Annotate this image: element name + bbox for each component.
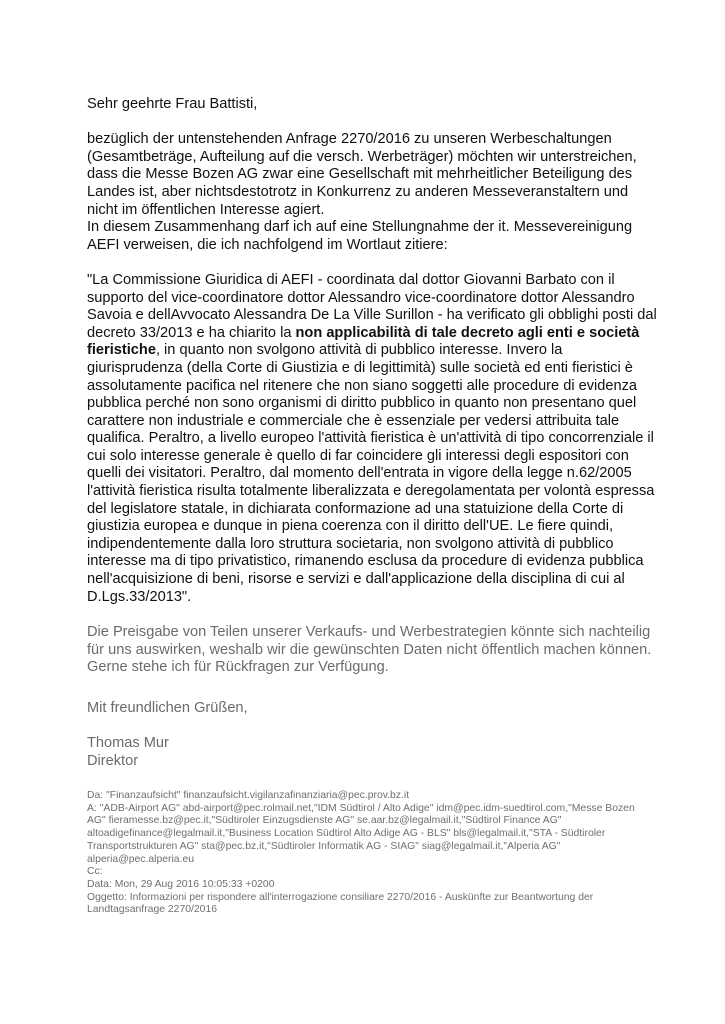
paragraph-request: bezüglich der untenstehenden Anfrage 2270/2016 zu unseren Werbeschaltungen (Gesamtbeträge, Aufteilung auf die versch. Werbeträger) möchten wir unterstreichen, dass die Messe Bozen AG zwar eine Gesellschaft mit mehrheitlicher Beteiligung des Landes ist, aber nichtsdestotrotz in Konkurrenz zu anderen Messeveranstaltern und nicht im öffentlichen Interesse agiert. bbox=[87, 131, 637, 218]
forwarded-email-header bbox=[87, 790, 647, 917]
signature-name: Thomas Mur bbox=[87, 735, 169, 752]
paragraph-aefi-reference: In diesem Zusammenhang darf ich auf eine Stellungnahme der it. Messevereinigung AEFI verweisen, die ich nachfolgend im Wortlaut zitiere: bbox=[87, 219, 633, 253]
quote-text-end: , in quanto non svolgono attività di pubblico interesse. Invero la giurisprudenza (della Corte di Giustizia e di legittimità) sulle società ed enti fieristici è assolutamente pacifica nel ritenere che non siano soggetti alle procedure di evidenza pubblica perché non sono organismi di diritto pubblico in quanto non presentano quel carattere non industriale e commerciale che è essenziale per vedersi attribuita tale qualifica. Peraltro, a livello europeo l'attività fieristica è un'attività di tipo concorrenziale il cui solo interesse generale è quello di far coincidere gli interessi degli espositori con quelli dei visitatori. Peraltro, dal momento dell'entrata in vigore della legge n.62/2005 l'attività fieristica risulta totalmente liberalizzata e deregolamentata per volontà espressa del legislatore statale, in dichiarata conformazione ad una statuizione della Corte di giustizia europea e dunque in piena coerenza con il diritto dell'UE. Le fiere quindi, indipendentemente dalla loro struttura societaria, non svolgono attività di pubblico interesse ma di tipo privatistico, rimanendo esclusa da procedure di evidenza pubblica nell'acquisizione di beni, risorse e servizi e dall'applicazione della disciplina di cui al D.Lgs.33/2013". bbox=[87, 342, 655, 605]
aefi-quote bbox=[87, 272, 662, 606]
email-date: Data: Mon, 29 Aug 2016 10:05:33 +0200 bbox=[87, 878, 275, 890]
quote-bold-text: non applicabilità di tale decreto agli enti e società fieristiche bbox=[87, 324, 640, 359]
salutation: Sehr geehrte Frau Battisti, bbox=[87, 96, 258, 112]
closing-block bbox=[87, 624, 662, 770]
quote-text-start: "La Commissione Giuridica di AEFI - coordinata dal dottor Giovanni Barbato con il supporto del vice-coordinatore dottor Alessandro vice-coordinatore dottor Alessandro Savoia e dellAvvocato Alessandra De La Ville Surillon - ha verificato gli obblighi posti dal decreto 33/2013 e ha chiarito la bbox=[87, 271, 657, 341]
email-subject: Oggetto: Informazioni per rispondere all'interrogazione consiliare 2270/2016 - Auskünfte zur Beantwortung der Landtagsanfrage 2270/2016 bbox=[87, 891, 594, 916]
email-from: Da: "Finanzaufsicht" finanzaufsicht.vigilanzafinanziaria@pec.prov.bz.it bbox=[87, 790, 410, 801]
letter-body bbox=[87, 96, 662, 770]
closing-greeting: Mit freundlichen Grüßen, bbox=[87, 700, 248, 716]
email-cc: Cc: bbox=[87, 866, 103, 878]
paragraph-contact: Gerne stehe ich für Rückfragen zur Verfügung. bbox=[87, 659, 389, 676]
paragraph-disclosure: Die Preisgabe von Teilen unserer Verkaufs- und Werbestrategien könnte sich nachteilig für uns auswirken, weshalb wir die gewünschten Daten nicht öffentlich machen können. bbox=[87, 624, 652, 658]
email-to: A: "ADB-Airport AG" abd-airport@pec.rolmail.net,"IDM Südtirol / Alto Adige" idm@pec.idm-suedtirol.com,"Messe Bozen AG" fieramesse.bz@pec.it,"Südtiroler Einzugsdienste AG" se.aar.bz@legalmail.it,"Südtirol Finance AG" altoadigefinance@legalmail.it,"Business Location Südtirol Alto Adige AG - BLS" bls@legalmail.it,"STA - Südtiroler Transportstrukturen AG" sta@pec.bz.it,"Südtiroler Informatik AG - SIAG" siag@legalmail.it,"Alperia AG" alperia@pec.alperia.eu bbox=[87, 802, 635, 865]
signature-title: Direktor bbox=[87, 752, 139, 769]
